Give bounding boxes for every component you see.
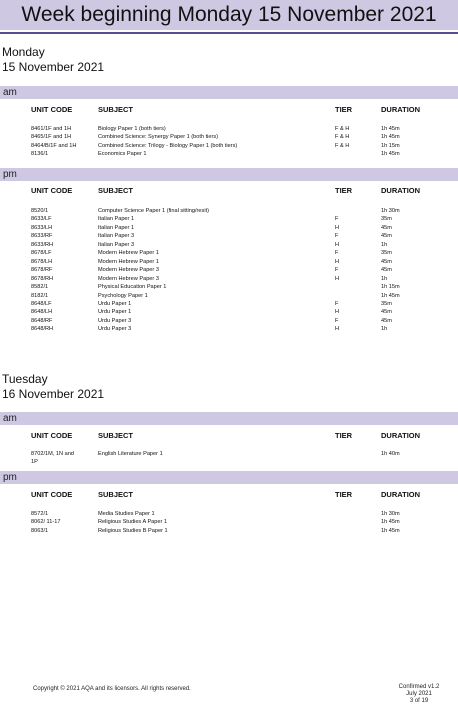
tier: H (335, 309, 340, 316)
subject: English Literature Paper 1 (98, 451, 163, 457)
subject: Modern Hebrew Paper 3 (98, 267, 159, 274)
unit-code-line-2: 1P (31, 459, 38, 465)
subject: Modern Hebrew Paper 3 (98, 275, 159, 282)
tier: H (335, 241, 340, 248)
session-label: pm (3, 169, 17, 180)
unit-code: 8461/1F and 1H (31, 126, 72, 132)
subject: Urdu Paper 1 (98, 300, 132, 307)
unit-code: 8572/1 (31, 511, 49, 517)
col-subject: SUBJECT (98, 431, 134, 440)
day-name: Tuesday (2, 372, 48, 386)
col-subject: SUBJECT (98, 490, 134, 499)
subject: Italian Paper 3 (98, 233, 135, 240)
subject: Economics Paper 1 (98, 150, 147, 157)
unit-code: 8520/1 (31, 208, 49, 214)
subject: Italian Paper 1 (98, 216, 135, 223)
tier: F & H (335, 142, 350, 149)
tier: F (335, 216, 339, 223)
unit-code: 8464/B/1F and 1H (31, 142, 77, 149)
duration: 1h 40m (381, 451, 400, 457)
unit-code: 8633/LF (31, 216, 52, 223)
unit-code: 8678/RH (31, 275, 54, 282)
subject: Modern Hebrew Paper 1 (98, 258, 159, 265)
subject: Religious Studies A Paper 1 (98, 519, 168, 526)
footer-status: Confirmed v1.2 (398, 684, 440, 690)
subject: Psychology Paper 1 (98, 292, 148, 299)
duration: 45m (381, 317, 392, 324)
duration: 1h 15m (381, 142, 400, 149)
unit-code: 8182/1 (31, 292, 49, 299)
tier: F (335, 250, 339, 257)
unit-code: 8678/LF (31, 250, 52, 257)
duration: 45m (381, 309, 392, 316)
table-row (0, 527, 458, 537)
col-duration: DURATION (381, 490, 421, 499)
session-label: am (3, 87, 17, 98)
duration: 1h 30m (381, 511, 400, 517)
subject: Italian Paper 3 (98, 241, 135, 248)
col-duration: DURATION (381, 105, 421, 114)
subject: Modern Hebrew Paper 1 (98, 250, 159, 257)
tier: F & H (335, 134, 350, 141)
tier: H (335, 275, 340, 282)
footer-version (380, 684, 458, 705)
session-label: pm (3, 472, 17, 483)
unit-code: 8633/RH (31, 241, 54, 248)
page-title: Week beginning Monday 15 November 2021 (21, 3, 437, 26)
duration: 45m (381, 267, 392, 274)
duration: 1h 45m (381, 150, 400, 157)
col-unit-code: UNIT CODE (31, 186, 73, 195)
session-band-pm (0, 471, 458, 484)
col-unit-code: UNIT CODE (31, 105, 73, 114)
unit-code: 8136/1 (31, 150, 49, 157)
duration: 1h (381, 326, 388, 333)
subject: Media Studies Paper 1 (98, 511, 155, 517)
footer-version-date: July 2021 (406, 691, 432, 697)
tier: F & H (335, 126, 350, 132)
subject: Computer Science Paper 1 (final sitting/resit) (98, 208, 209, 214)
col-unit-code: UNIT CODE (31, 490, 73, 499)
subject: Combined Science: Synergy Paper 1 (both tiers) (98, 134, 219, 141)
day-date: 15 November 2021 (2, 60, 105, 74)
duration: 1h 45m (381, 527, 400, 534)
session-band-am (0, 86, 458, 99)
title-rule (0, 32, 458, 34)
duration: 45m (381, 224, 392, 231)
subject: Urdu Paper 1 (98, 309, 132, 316)
footer-page-number: 3 of 19 (409, 698, 429, 704)
col-tier: TIER (335, 431, 353, 440)
tier: F (335, 300, 339, 307)
session-band-pm (0, 168, 458, 181)
tier: F (335, 267, 339, 274)
col-duration: DURATION (381, 186, 421, 195)
table-row (0, 325, 458, 335)
footer-copyright: Copyright © 2021 AQA and its licensors. All rights reserved. (33, 686, 191, 692)
unit-code: 8648/LF (31, 300, 52, 307)
tier: H (335, 224, 340, 231)
duration: 35m (381, 216, 392, 223)
col-subject: SUBJECT (98, 186, 134, 195)
tier: F (335, 233, 339, 240)
duration: 35m (381, 250, 392, 257)
tier: H (335, 326, 340, 333)
duration: 35m (381, 300, 392, 307)
session-band-am (0, 412, 458, 425)
col-subject: SUBJECT (98, 105, 134, 114)
day-name: Monday (2, 45, 45, 59)
subject: Italian Paper 1 (98, 224, 135, 231)
col-unit-code: UNIT CODE (31, 431, 73, 440)
duration: 45m (381, 258, 392, 265)
duration: 1h 15m (381, 284, 400, 291)
unit-code: 8702/1M, 1N and (31, 451, 74, 457)
duration: 1h 30m (381, 208, 400, 214)
unit-code: 8678/LH (31, 258, 53, 265)
col-duration: DURATION (381, 431, 421, 440)
subject: Religious Studies B Paper 1 (98, 527, 168, 534)
table-row (0, 150, 458, 160)
unit-code: 8648/LH (31, 309, 53, 316)
col-tier: TIER (335, 186, 353, 195)
duration: 1h 45m (381, 519, 400, 526)
subject: Combined Science: Trilogy - Biology Paper 1 (both tiers) (98, 142, 238, 149)
day-heading-monday (2, 45, 104, 75)
subject: Biology Paper 1 (both tiers) (98, 126, 166, 132)
table-row-continuation (0, 458, 458, 468)
unit-code: 8582/1 (31, 284, 49, 291)
subject: Urdu Paper 3 (98, 317, 132, 324)
unit-code: 8062/ 11-17 (31, 519, 61, 526)
unit-code: 8633/RF (31, 233, 53, 240)
duration: 45m (381, 233, 392, 240)
duration: 1h (381, 275, 388, 282)
subject: Urdu Paper 3 (98, 326, 132, 333)
unit-code: 8648/RF (31, 317, 53, 324)
unit-code: 8063/1 (31, 527, 49, 534)
tier: F (335, 317, 339, 324)
duration: 1h 45m (381, 292, 400, 299)
duration: 1h (381, 241, 388, 248)
col-tier: TIER (335, 490, 353, 499)
subject: Physical Education Paper 1 (98, 284, 167, 291)
day-date: 16 November 2021 (2, 387, 105, 401)
session-label: am (3, 413, 17, 424)
duration: 1h 45m (381, 126, 400, 132)
col-tier: TIER (335, 105, 353, 114)
tier: H (335, 258, 340, 265)
day-heading-tuesday (2, 372, 104, 402)
duration: 1h 45m (381, 134, 400, 141)
unit-code: 8633/LH (31, 224, 53, 231)
unit-code: 8678/RF (31, 267, 53, 274)
unit-code: 8465/1F and 1H (31, 134, 72, 141)
unit-code: 8648/RH (31, 326, 54, 333)
